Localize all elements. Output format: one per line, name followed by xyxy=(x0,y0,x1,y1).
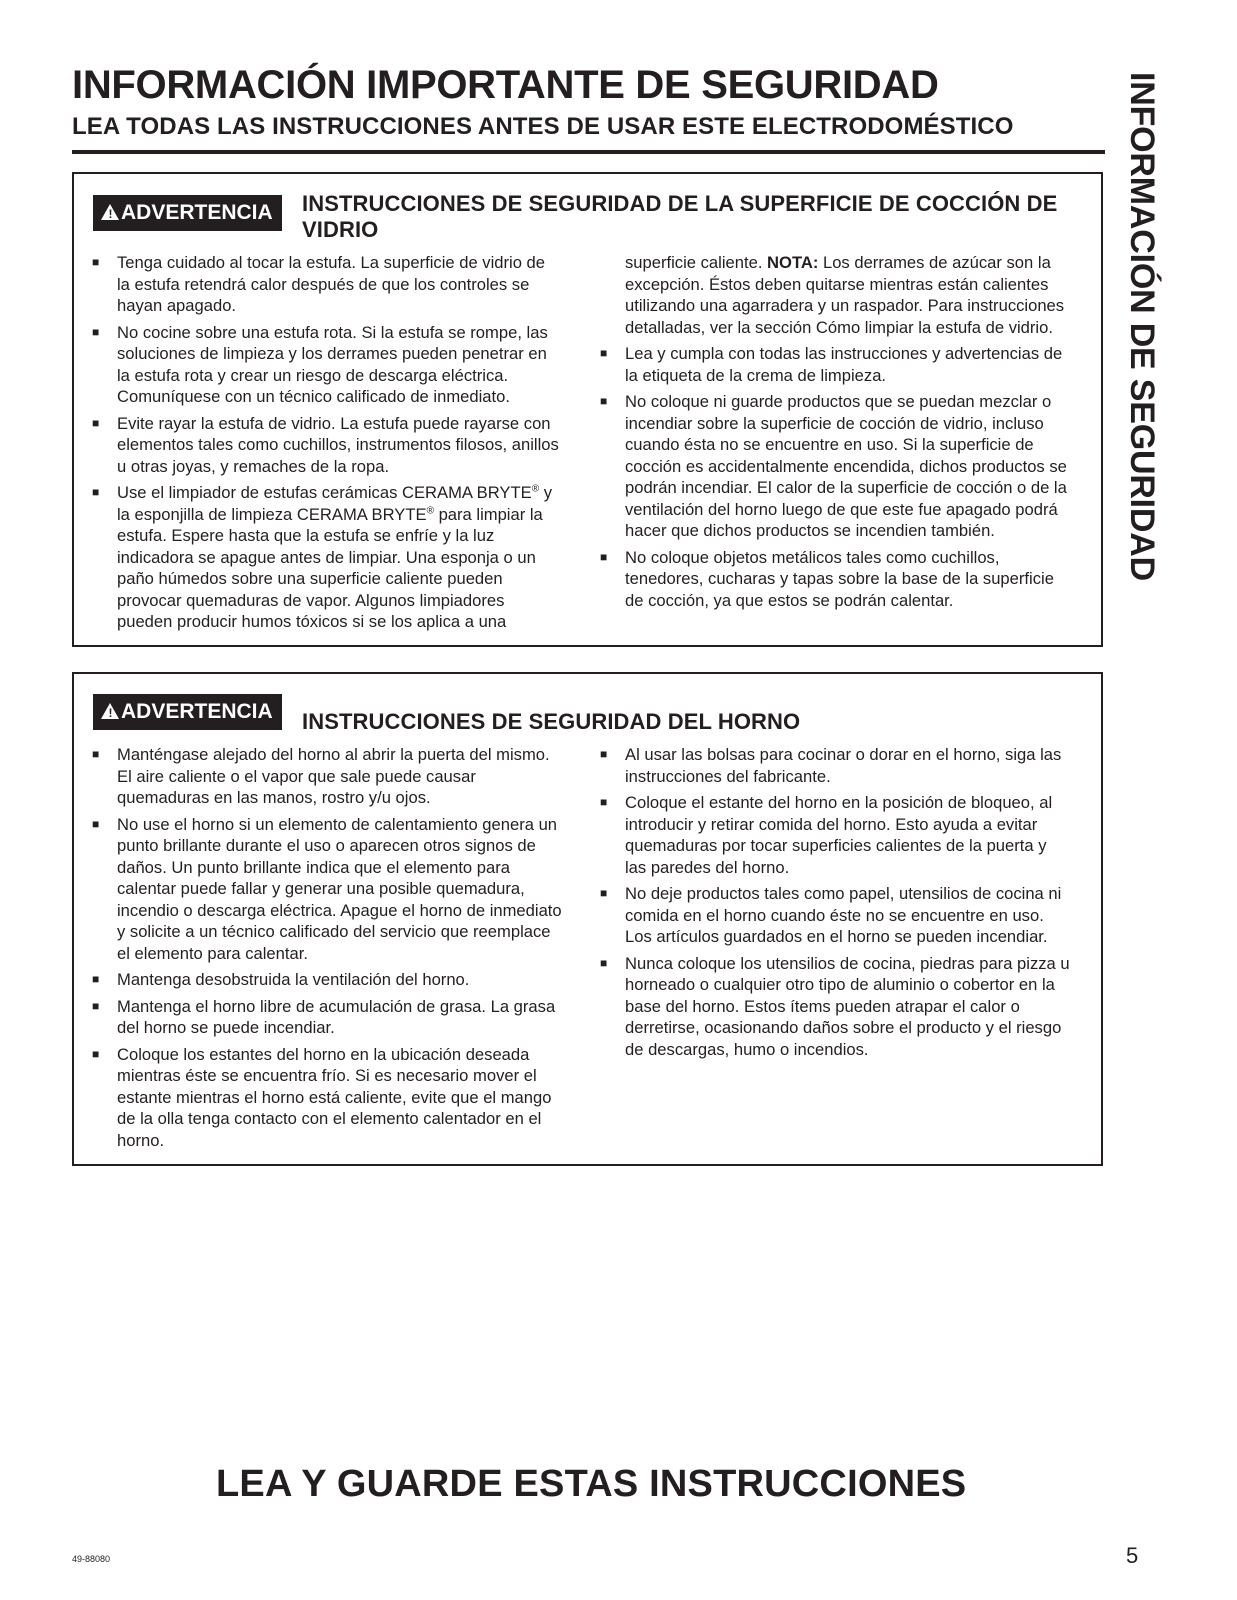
list-item: ■ Tenga cuidado al tocar la estufa. La superficie de vidrio de la estufa retendrá calor después de que los controles se hayan apagado. xyxy=(92,253,546,315)
square-bullet-icon: ■ xyxy=(92,816,100,831)
page-number: 5 xyxy=(1126,1543,1139,1568)
square-bullet-icon: ■ xyxy=(600,955,608,970)
square-bullet-icon: ■ xyxy=(92,415,100,430)
list-item: ■ No coloque ni guarde productos que se puedan mezclar o incendiar sobre la superficie de cocción de vidrio, incluso cuando ésta no se encuentre en uso. Si la superficie de cocción es accidentalmente encendida, dichos productos se podrán incendiar. El calor de la superficie de cocción o de la ventilación del horno luego de que este fue apagado podrá hacer que dichos productos se incendien también. xyxy=(600,392,1067,540)
square-bullet-icon: ■ xyxy=(92,485,100,499)
list-item: ■ Nunca coloque los utensilios de cocina, piedras para pizza u horneado o cualquier otro tipo de aluminio o cobertor en la base del horno. Estos ítems pueden atrapar el calor o derretirse, ocasionando daños sobre el producto y el riesgo de descargas, humo o incendios. xyxy=(600,953,1070,1059)
square-bullet-icon: ■ xyxy=(600,549,608,564)
square-bullet-icon: ■ xyxy=(92,747,100,761)
warning-badge-label: ADVERTENCIA xyxy=(121,201,273,224)
list-item-continued: superficie caliente. NOTA: Los derrames de azúcar son la excepción. Éstos deben quitarse mientras están calientes utilizando una agarradera y un raspador. Para instrucciones detalladas, ver la sección Cómo limpiar la estufa de vidrio. xyxy=(625,253,1065,337)
list-item: ■ Coloque los estantes del horno en la ubicación deseada mientras éste se encuentra frío. Si es necesario mover el estante mientras el horno está caliente, evite que el mango de la olla tenga contacto con el elemento calentador en el horno. xyxy=(92,1044,552,1150)
warning-badge xyxy=(93,694,282,730)
square-bullet-icon: ■ xyxy=(92,255,100,269)
side-tab-label: INFORMACIÓN DE SEGURIDAD xyxy=(1123,72,1161,581)
list-item: ■ No cocine sobre una estufa rota. Si la estufa se rompe, las soluciones de limpieza y los derrames pueden penetrar en la estufa rota y crear un riesgo de descarga eléctrica. Comuníquese con un técnico calificado de inmediato. xyxy=(92,322,548,406)
list-item: ■ Lea y cumpla con todas las instrucciones y advertencias de la etiqueta de la crema de limpieza. xyxy=(600,344,1063,385)
square-bullet-icon: ■ xyxy=(600,886,608,900)
page-subtitle: LEA TODAS LAS INSTRUCCIONES ANTES DE USAR ESTE ELECTRODOMÉSTICO xyxy=(72,113,1014,140)
list-item: ■ Evite rayar la estufa de vidrio. La estufa puede rayarse con elementos tales como cuchillos, instrumentos filosos, anillos u otras joyas, y remaches de la ropa. xyxy=(92,413,559,476)
list-item: ■ Mantenga el horno libre de acumulación de grasa. La grasa del horno se puede incendiar. xyxy=(92,996,556,1037)
page-title: INFORMACIÓN IMPORTANTE DE SEGURIDAD xyxy=(72,63,939,107)
square-bullet-icon: ■ xyxy=(92,998,100,1013)
bullet-list-right xyxy=(600,744,1070,1065)
warning-badge xyxy=(93,195,282,231)
list-item: ■ No use el horno si un elemento de calentamiento genera un punto brillante durante el uso o aparecen otros signos de daños. Un punto brillante indica que el elemento para calentar puede fallar y generar una posible quemadura, incendio o descarga eléctrica. Apague el horno de inmediato y solicite a un técnico calificado del servicio que reemplace el elemento para calentar. xyxy=(92,814,562,963)
warning-triangle-icon: ! xyxy=(101,703,119,719)
square-bullet-icon: ■ xyxy=(600,795,608,809)
square-bullet-icon: ■ xyxy=(92,324,100,339)
side-tab xyxy=(1120,72,1164,652)
footer-title: LEA Y GUARDE ESTAS INSTRUCCIONES xyxy=(216,1463,967,1505)
list-item: ■ No deje productos tales como papel, utensilios de cocina ni comida en el horno cuando éste no se encuentre en uso. Los artículos guardados en el horno se pueden incendiar. xyxy=(600,884,1062,946)
square-bullet-icon: ■ xyxy=(600,394,608,408)
cooktop-warning-box xyxy=(72,172,1103,647)
section-heading: INSTRUCCIONES DE SEGURIDAD DEL HORNO xyxy=(302,709,801,734)
list-item: ■ No coloque objetos metálicos tales como cuchillos, tenedores, cucharas y tapas sobre la base de la superficie de cocción, ya que estos se podrán calentar. xyxy=(600,547,1054,610)
square-bullet-icon: ■ xyxy=(600,346,608,360)
bullet-list-left xyxy=(92,744,562,1156)
warning-triangle-icon: ! xyxy=(101,204,119,220)
title-divider xyxy=(72,150,1105,154)
warning-badge-label: ADVERTENCIA xyxy=(121,700,273,723)
list-item: ■ Coloque el estante del horno en la posición de bloqueo, al introducir y retirar comida del horno. Esto ayuda a evitar quemaduras por tocar superficies calientes de la puerta y las paredes del horno. xyxy=(600,793,1053,877)
square-bullet-icon: ■ xyxy=(600,747,608,761)
square-bullet-icon: ■ xyxy=(92,972,100,986)
bullet-list-right xyxy=(600,252,1070,616)
section-heading: INSTRUCCIONES DE SEGURIDAD DE LA SUPERFICIE DE COCCIÓN DE VIDRIO xyxy=(302,191,1058,242)
note-label: NOTA: xyxy=(767,253,819,272)
bullet-list-left xyxy=(92,252,562,638)
oven-warning-box xyxy=(72,672,1103,1166)
list-item: ■ Use el limpiador de estufas cerámicas CERAMA BRYTE® y la esponjilla de limpieza CERAMA BRYTE® para limpiar la estufa. Espere hasta que la estufa se enfríe y la luz indicadora se apague antes de limpiar. Una esponja o un paño húmedos sobre una superficie caliente pueden provocar quemaduras de vapor. Algunos limpiadores pueden producir humos tóxicos si se los aplica a una xyxy=(92,483,552,631)
list-item: ■ Mantenga desobstruida la ventilación del horno. xyxy=(92,970,470,989)
list-item: ■ Manténgase alejado del horno al abrir la puerta del mismo. El aire caliente o el vapor que sale puede causar quemaduras en las manos, rostro y/u ojos. xyxy=(92,745,550,807)
list-item: ■ Al usar las bolsas para cocinar o dorar en el horno, siga las instrucciones del fabricante. xyxy=(600,745,1062,786)
square-bullet-icon: ■ xyxy=(92,1046,100,1061)
document-number: 49-88080 xyxy=(72,1554,111,1564)
